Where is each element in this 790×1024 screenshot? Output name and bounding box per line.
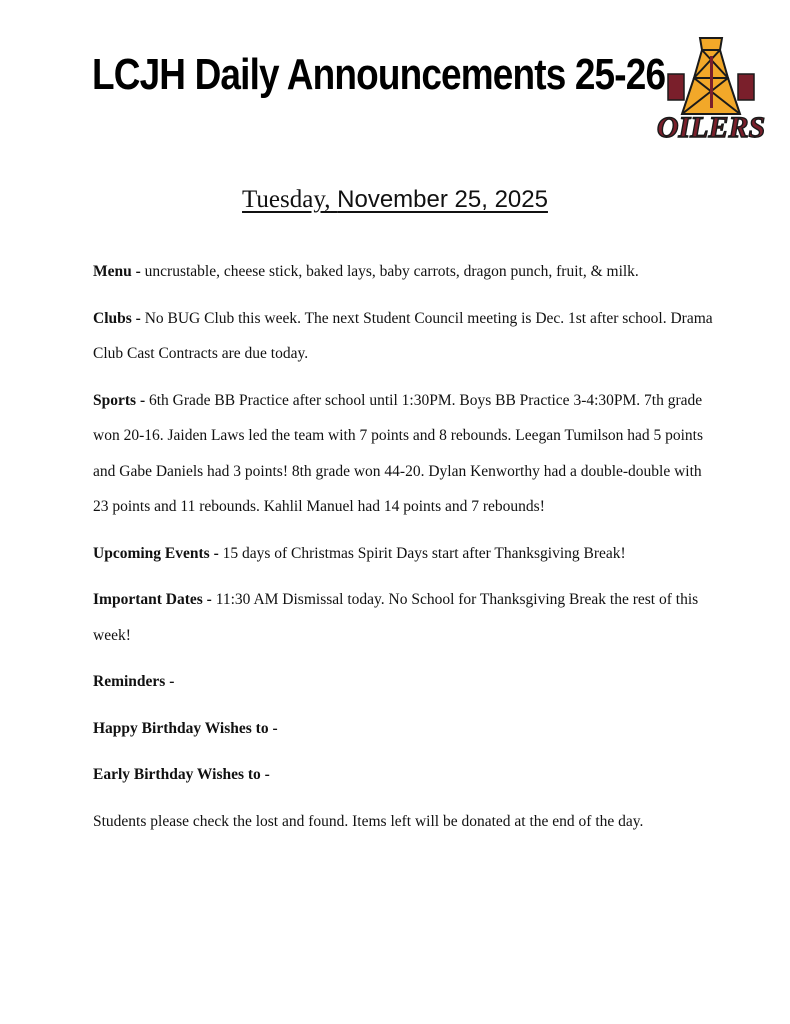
- date-weekday: Tuesday,: [242, 186, 331, 213]
- upcoming-events-section: Upcoming Events - 15 days of Christmas Spirit Days start after Thanksgiving Break!: [93, 544, 626, 562]
- announcement-date: [0, 186, 790, 214]
- lost-and-found-note: Students please check the lost and found. Items left will be donated at the end of the day.: [93, 812, 644, 830]
- sports-section: Sports - 6th Grade BB Practice after school until 1:30PM. Boys BB Practice 3-4:30PM. 7th grade won 20-16. Jaiden Laws led the team with 7 points and 8 rebounds. Leegan Tumilson had 5 points and Gabe Daniels had 3 points! 8th grade won 44-20. Dylan Kenworthy had a double-double with 23 points and 11 rebounds. Kahlil Manuel had 14 points and 7 rebounds!: [93, 391, 704, 515]
- announcements-body: [93, 254, 713, 850]
- happy-birthday-section: Happy Birthday Wishes to -: [93, 719, 278, 737]
- reminders-section: Reminders -: [93, 673, 175, 690]
- page-title: LCJH Daily Announcements 25-26: [92, 50, 666, 99]
- important-dates-section: Important Dates - 11:30 AM Dismissal today. No School for Thanksgiving Break the rest of this week!: [93, 591, 699, 644]
- menu-section: Menu - uncrustable, cheese stick, baked lays, baby carrots, dragon punch, fruit, & milk.: [93, 263, 639, 280]
- early-birthday-section: Early Birthday Wishes to -: [93, 766, 270, 783]
- logo-wordmark: OILERS: [656, 111, 766, 142]
- clubs-section: Clubs - No BUG Club this week. The next Student Council meeting is Dec. 1st after school. Drama Club Cast Contracts are due today.: [93, 309, 713, 362]
- oilers-logo: [648, 34, 774, 142]
- date-text: November 25, 2025: [337, 186, 548, 213]
- derrick-icon: [668, 38, 754, 114]
